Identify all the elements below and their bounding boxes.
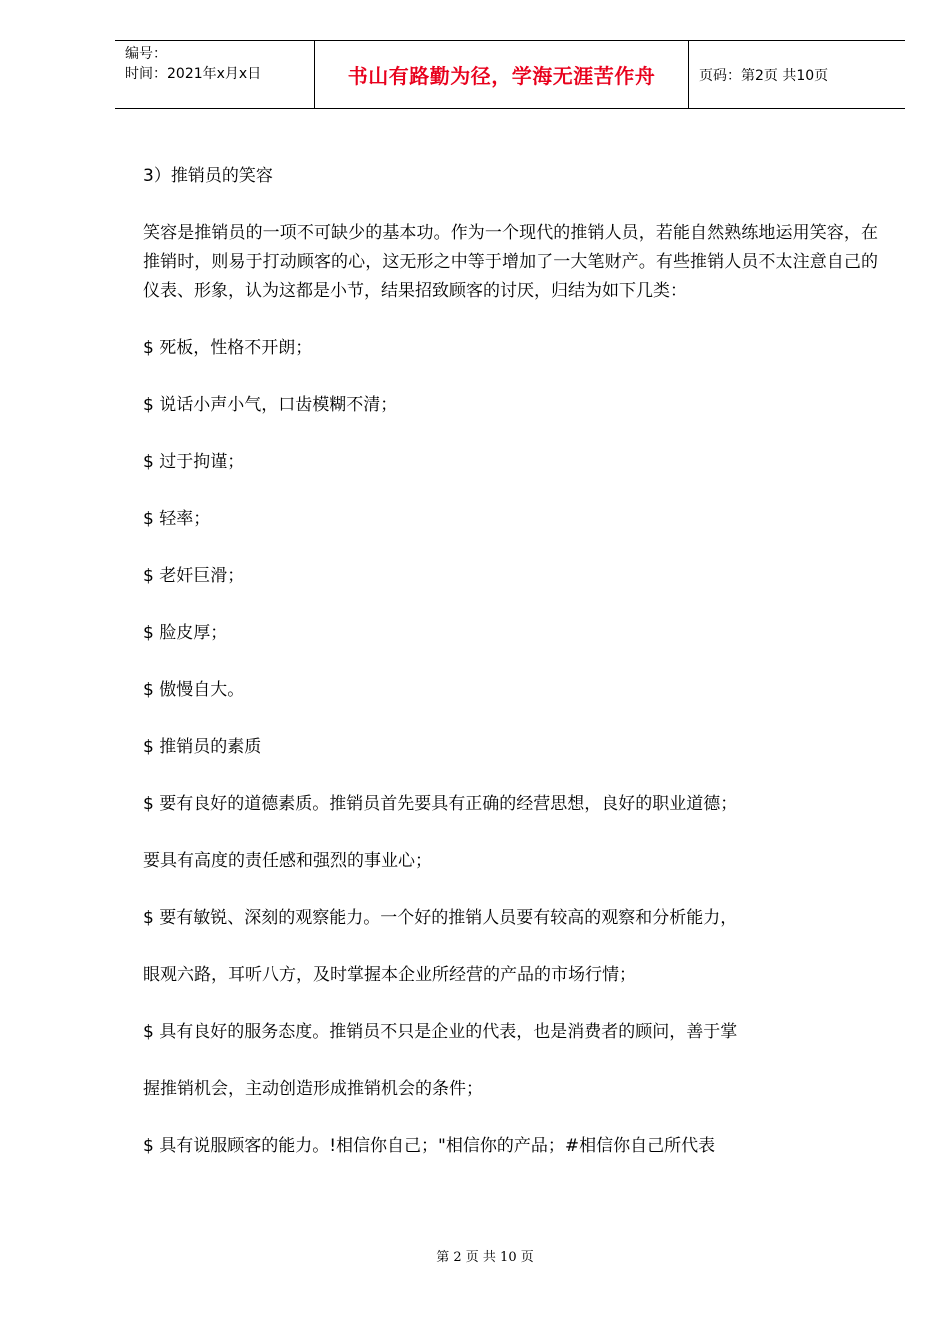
list-item: $ 老奸巨滑； — [143, 566, 245, 586]
list-item: $ 傲慢自大。 — [143, 680, 245, 700]
document-body — [143, 162, 878, 1161]
time-label: 时间：2021年x月x日 — [125, 66, 262, 82]
list-item: $ 要有良好的道德素质。推销员首先要具有正确的经营思想，良好的职业道德； — [143, 794, 738, 814]
list-item: $ 具有说服顾客的能力。!相信你自己；"相信你的产品；#相信你自己所代表 — [143, 1136, 716, 1156]
list-item: $ 说话小声小气，口齿模糊不清； — [143, 395, 398, 415]
paragraph: 要具有高度的责任感和强烈的事业心； — [143, 851, 432, 871]
list-item: $ 脸皮厚； — [143, 623, 228, 643]
page-header — [115, 40, 905, 109]
list-item: $ 死板，性格不开朗； — [143, 338, 313, 358]
header-page-info: 页码：第2页 共10页 — [699, 67, 829, 84]
paragraph: 握推销机会，主动创造形成推销机会的条件； — [143, 1079, 483, 1099]
header-motto: 书山有路勤为径，学海无涯苦作舟 — [315, 41, 689, 108]
page-footer: 第 2 页 共 10 页 — [436, 1250, 534, 1265]
list-item: $ 要有敏锐、深刻的观察能力。一个好的推销人员要有较高的观察和分析能力， — [143, 908, 738, 928]
list-item: $ 具有良好的服务态度。推销员不只是企业的代表，也是消费者的顾问，善于掌 — [143, 1022, 738, 1042]
header-meta — [115, 41, 315, 108]
list-item: $ 过于拘谨； — [143, 452, 245, 472]
list-item: $ 轻率； — [143, 509, 211, 529]
serial-label: 编号： — [125, 46, 167, 62]
list-item: $ 推销员的素质 — [143, 737, 262, 757]
paragraph: 笑容是推销员的一项不可缺少的基本功。作为一个现代的推销人员，若能自然熟练地运用笑容，在推销时，则易于打动顾客的心，这无形之中等于增加了一大笔财产。有些推销人员不太注意自己的仪表、形象，认为这都是小节，结果招致顾客的讨厌，归结为如下几类： — [143, 223, 878, 301]
paragraph: 眼观六路，耳听八方，及时掌握本企业所经营的产品的市场行情； — [143, 965, 636, 985]
section-heading: 3）推销员的笑容 — [143, 166, 273, 186]
